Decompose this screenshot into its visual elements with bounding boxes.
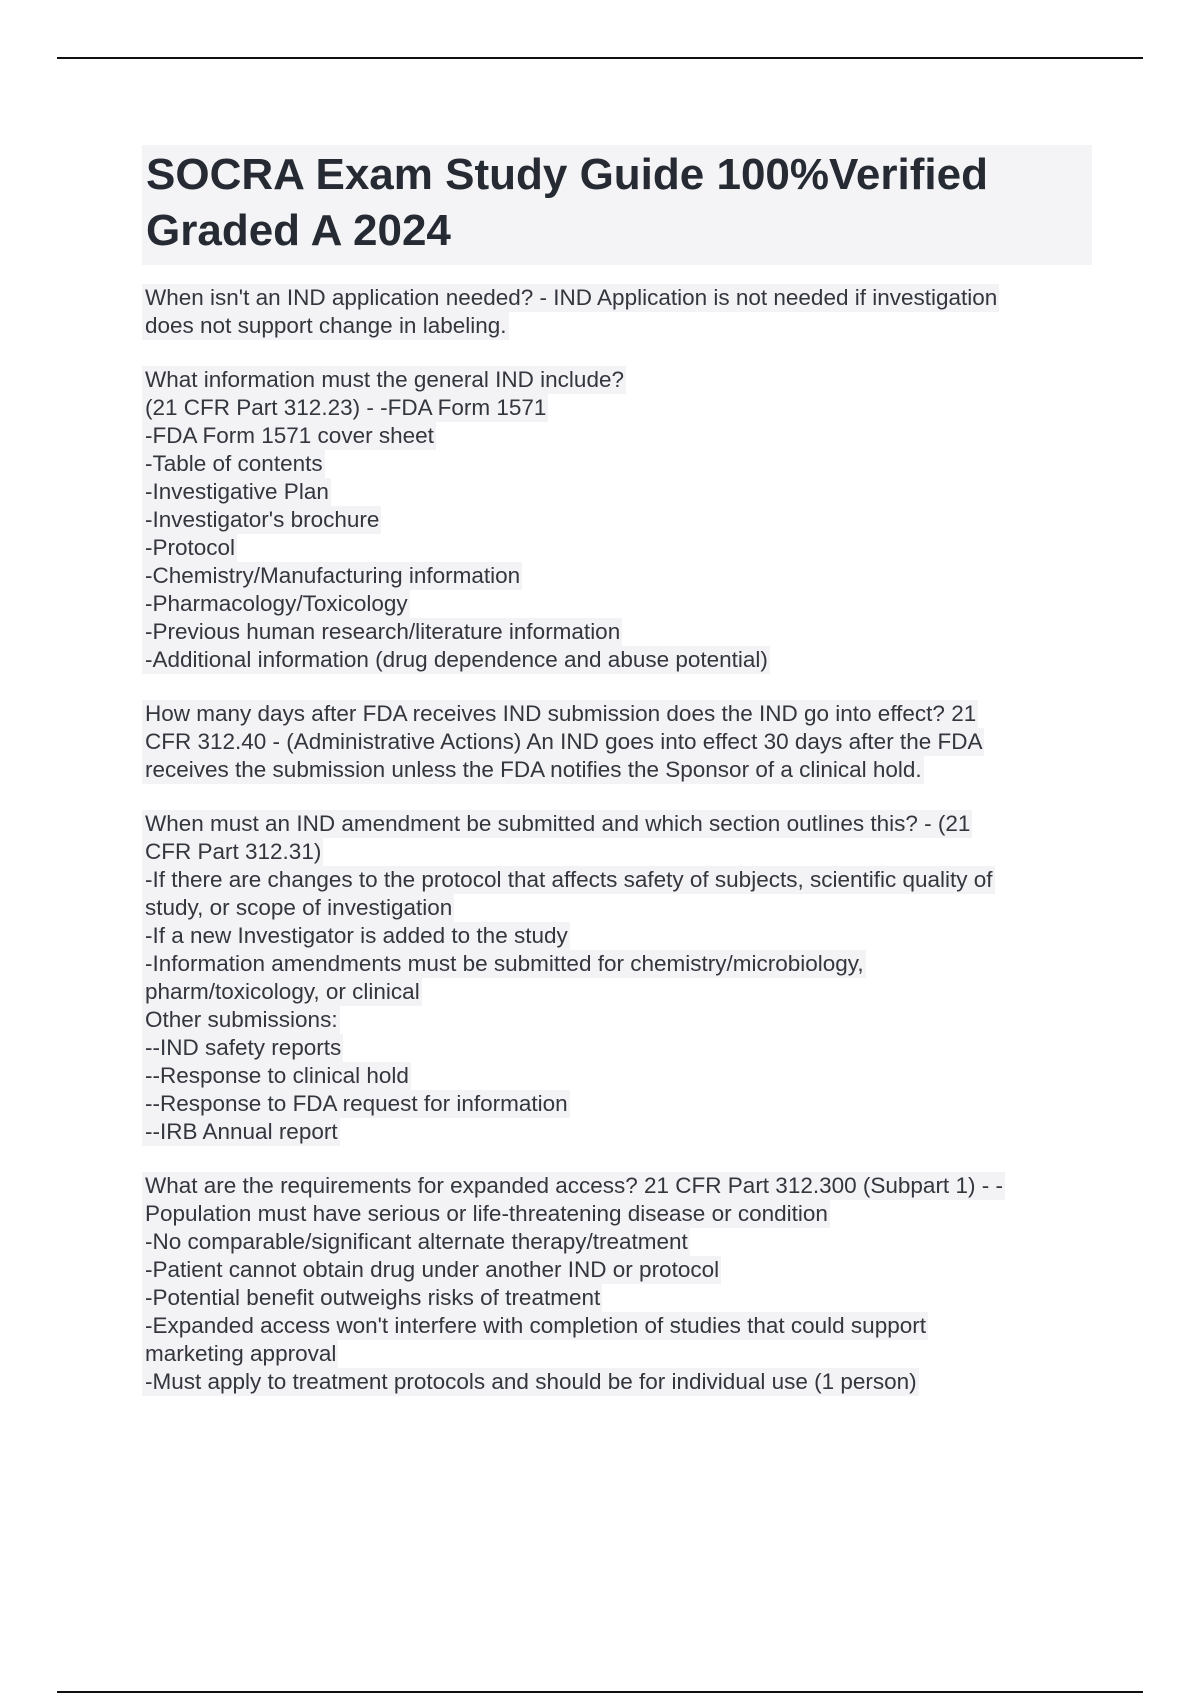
text-line: -Potential benefit outweighs risks of treatment — [142, 1284, 602, 1312]
text-line: --IRB Annual report — [142, 1118, 340, 1146]
qa-section — [142, 366, 1092, 674]
text-line: How many days after FDA receives IND submission does the IND go into effect? 21 — [142, 700, 978, 728]
text-line: -Investigator's brochure — [142, 506, 381, 534]
text-line: -No comparable/significant alternate therapy/treatment — [142, 1228, 690, 1256]
text-line: -Chemistry/Manufacturing information — [142, 562, 522, 590]
text-line: CFR 312.40 - (Administrative Actions) An IND goes into effect 30 days after the FDA — [142, 728, 984, 756]
qa-section — [142, 284, 1092, 340]
text-line: -FDA Form 1571 cover sheet — [142, 422, 436, 450]
text-line: does not support change in labeling. — [142, 312, 509, 340]
text-line: study, or scope of investigation — [142, 894, 454, 922]
document-title — [142, 145, 1092, 265]
document-body — [142, 284, 1092, 1422]
text-line: -Table of contents — [142, 450, 325, 478]
text-line: -Must apply to treatment protocols and should be for individual use (1 person) — [142, 1368, 919, 1396]
top-divider — [57, 57, 1143, 59]
qa-section — [142, 1172, 1092, 1396]
title-line-2: Graded A 2024 — [146, 206, 451, 255]
text-line: -Pharmacology/Toxicology — [142, 590, 410, 618]
text-line: receives the submission unless the FDA notifies the Sponsor of a clinical hold. — [142, 756, 924, 784]
text-line: -If there are changes to the protocol that affects safety of subjects, scientific quality of — [142, 866, 995, 894]
text-line: --Response to FDA request for information — [142, 1090, 570, 1118]
qa-section — [142, 810, 1092, 1146]
text-line: -Investigative Plan — [142, 478, 331, 506]
text-line: When must an IND amendment be submitted and which section outlines this? - (21 — [142, 810, 972, 838]
text-line: -Protocol — [142, 534, 237, 562]
text-line: -Patient cannot obtain drug under another IND or protocol — [142, 1256, 721, 1284]
text-line: Population must have serious or life-threatening disease or condition — [142, 1200, 830, 1228]
text-line: What are the requirements for expanded access? 21 CFR Part 312.300 (Subpart 1) - - — [142, 1172, 1005, 1200]
text-line: CFR Part 312.31) — [142, 838, 323, 866]
text-line: When isn't an IND application needed? - IND Application is not needed if investigation — [142, 284, 999, 312]
text-line: pharm/toxicology, or clinical — [142, 978, 422, 1006]
qa-section — [142, 700, 1092, 784]
text-line: marketing approval — [142, 1340, 338, 1368]
text-line: --IND safety reports — [142, 1034, 343, 1062]
text-line: -Information amendments must be submitted for chemistry/microbiology, — [142, 950, 866, 978]
title-line-1: SOCRA Exam Study Guide 100%Verified — [146, 150, 988, 199]
text-line: -If a new Investigator is added to the study — [142, 922, 570, 950]
text-line: -Previous human research/literature information — [142, 618, 622, 646]
text-line: -Additional information (drug dependence and abuse potential) — [142, 646, 770, 674]
bottom-divider — [57, 1691, 1143, 1693]
text-line: --Response to clinical hold — [142, 1062, 411, 1090]
text-line: (21 CFR Part 312.23) - -FDA Form 1571 — [142, 394, 548, 422]
text-line: Other submissions: — [142, 1006, 340, 1034]
text-line: What information must the general IND include? — [142, 366, 626, 394]
text-line: -Expanded access won't interfere with completion of studies that could support — [142, 1312, 928, 1340]
